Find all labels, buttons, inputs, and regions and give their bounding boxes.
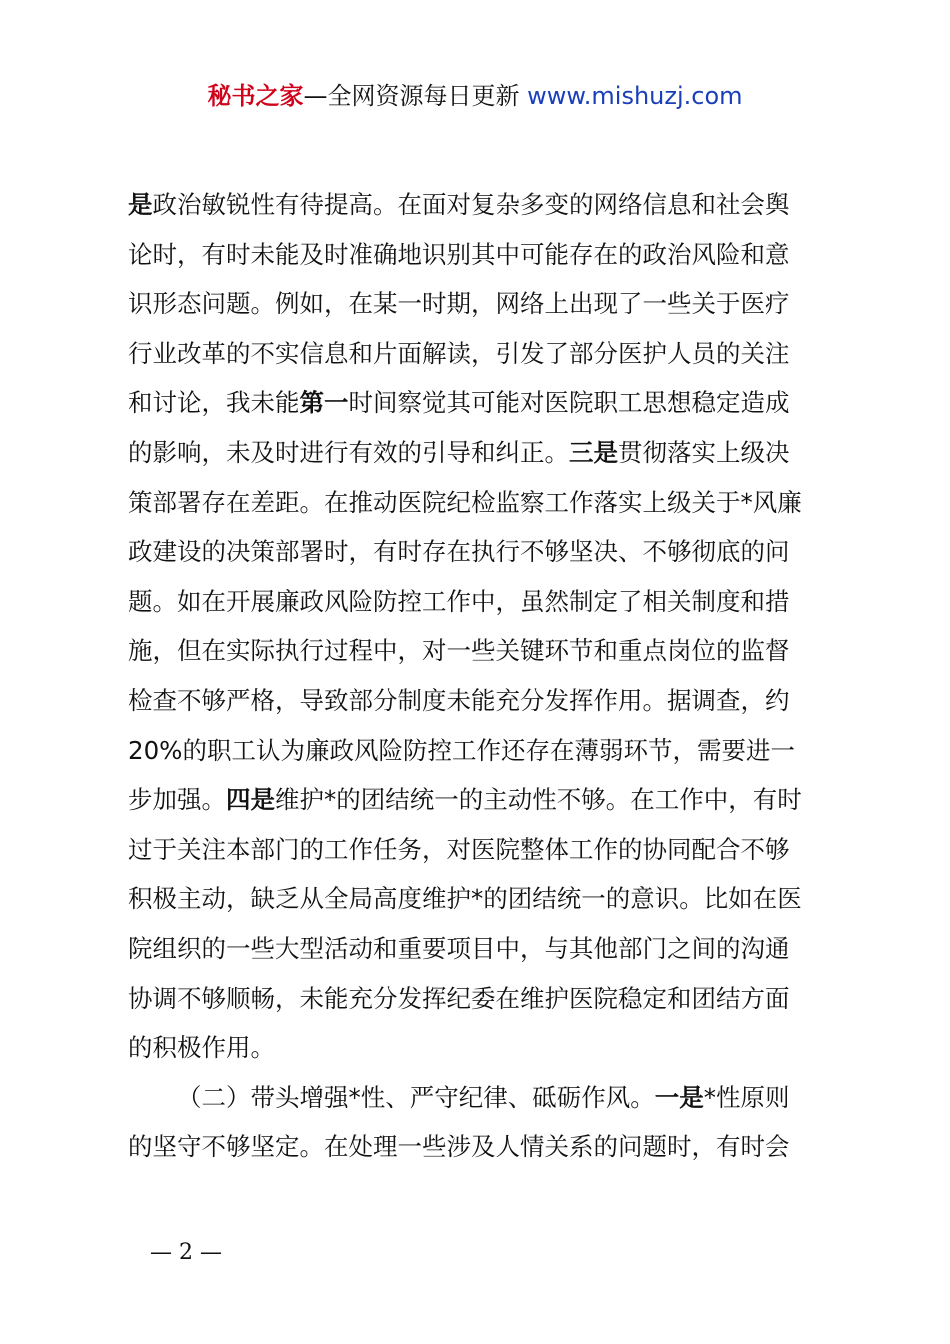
text-line — [128, 924, 834, 974]
text-segment: 施，但在实际执行过程中，对一些关键环节和重点岗位的监督 — [128, 636, 790, 666]
text-segment: 时间察觉其可能对医院职工思想稳定造成 — [348, 388, 790, 418]
text-segment: 的影响，未及时进行有效的引导和纠正。 — [128, 437, 569, 467]
bold-keyword: 是 — [128, 190, 153, 219]
text-segment: 检查不够严格，导致部分制度未能充分发挥作用。据调查，约 — [128, 685, 790, 715]
text-segment: 识形态问题。例如，在某一时期，网络上出现了一些关于医疗 — [128, 289, 790, 319]
text-segment: 过于关注本部门的工作任务，对医院整体工作的协同配合不够 — [128, 834, 790, 864]
text-line — [128, 775, 834, 825]
site-header — [0, 80, 950, 112]
text-segment: 步加强。 — [128, 785, 226, 815]
text-segment: （二）带头增强*性、严守纪律、砥砺作风。 — [177, 1082, 655, 1112]
bold-keyword: 第一 — [299, 388, 349, 418]
text-segment: 的积极作用。 — [128, 1033, 275, 1063]
text-line — [128, 825, 834, 875]
text-segment: 积极主动，缺乏从全局高度维护*的团结统一的意识。比如在医 — [128, 884, 802, 914]
text-segment: 和讨论，我未能 — [128, 388, 300, 418]
text-segment: 协调不够顺畅，未能充分发挥纪委在维护医院稳定和团结方面 — [128, 983, 790, 1013]
text-segment: *性原则 — [703, 1082, 790, 1112]
text-segment: 题。如在开展廉政风险防控工作中，虽然制定了相关制度和措 — [128, 586, 790, 616]
page-number: — 2 — — [150, 1240, 222, 1265]
text-line — [128, 1023, 834, 1073]
text-line — [128, 279, 834, 329]
text-line — [128, 874, 834, 924]
text-line — [128, 1073, 834, 1123]
text-line — [128, 180, 834, 230]
text-segment: 20%的职工认为廉政风险防控工作还存在薄弱环节，需要进一 — [128, 735, 795, 765]
document-body — [128, 180, 834, 1172]
text-segment: 策部署存在差距。在推动医院纪检监察工作落实上级关于*风廉 — [128, 487, 802, 517]
text-line — [128, 378, 834, 428]
text-line — [128, 230, 834, 280]
text-line — [128, 577, 834, 627]
text-line — [128, 1122, 834, 1172]
text-line — [128, 329, 834, 379]
header-dash: — — [303, 82, 328, 110]
text-segment: 行业改革的不实信息和片面解读，引发了部分医护人员的关注 — [128, 338, 790, 368]
text-line — [128, 974, 834, 1024]
brand-name: 秘书之家 — [207, 82, 304, 110]
text-line — [128, 726, 834, 776]
text-line — [128, 676, 834, 726]
header-tagline: 全网资源每日更新 — [327, 82, 520, 110]
text-segment: 院组织的一些大型活动和重要项目中，与其他部门之间的沟通 — [128, 933, 790, 963]
text-line — [128, 527, 834, 577]
site-url-link[interactable]: www.mishuzj.com — [527, 82, 743, 110]
text-segment: 的坚守不够坚定。在处理一些涉及人情关系的问题时，有时会 — [128, 1132, 790, 1162]
text-segment: 政治敏锐性有待提高。在面对复杂多变的网络信息和社会舆 — [152, 190, 790, 219]
text-line — [128, 428, 834, 478]
text-line — [128, 626, 834, 676]
text-segment: 论时，有时未能及时准确地识别其中可能存在的政治风险和意 — [128, 239, 790, 269]
bold-keyword: 三是 — [569, 437, 618, 467]
text-segment: 贯彻落实上级决 — [618, 437, 790, 467]
bold-keyword: 四是 — [226, 785, 275, 815]
text-segment: 维护*的团结统一的主动性不够。在工作中，有时 — [275, 785, 802, 815]
bold-keyword: 一是 — [654, 1082, 704, 1112]
text-segment: 政建设的决策部署时，有时存在执行不够坚决、不够彻底的问 — [128, 537, 790, 567]
text-line — [128, 478, 834, 528]
